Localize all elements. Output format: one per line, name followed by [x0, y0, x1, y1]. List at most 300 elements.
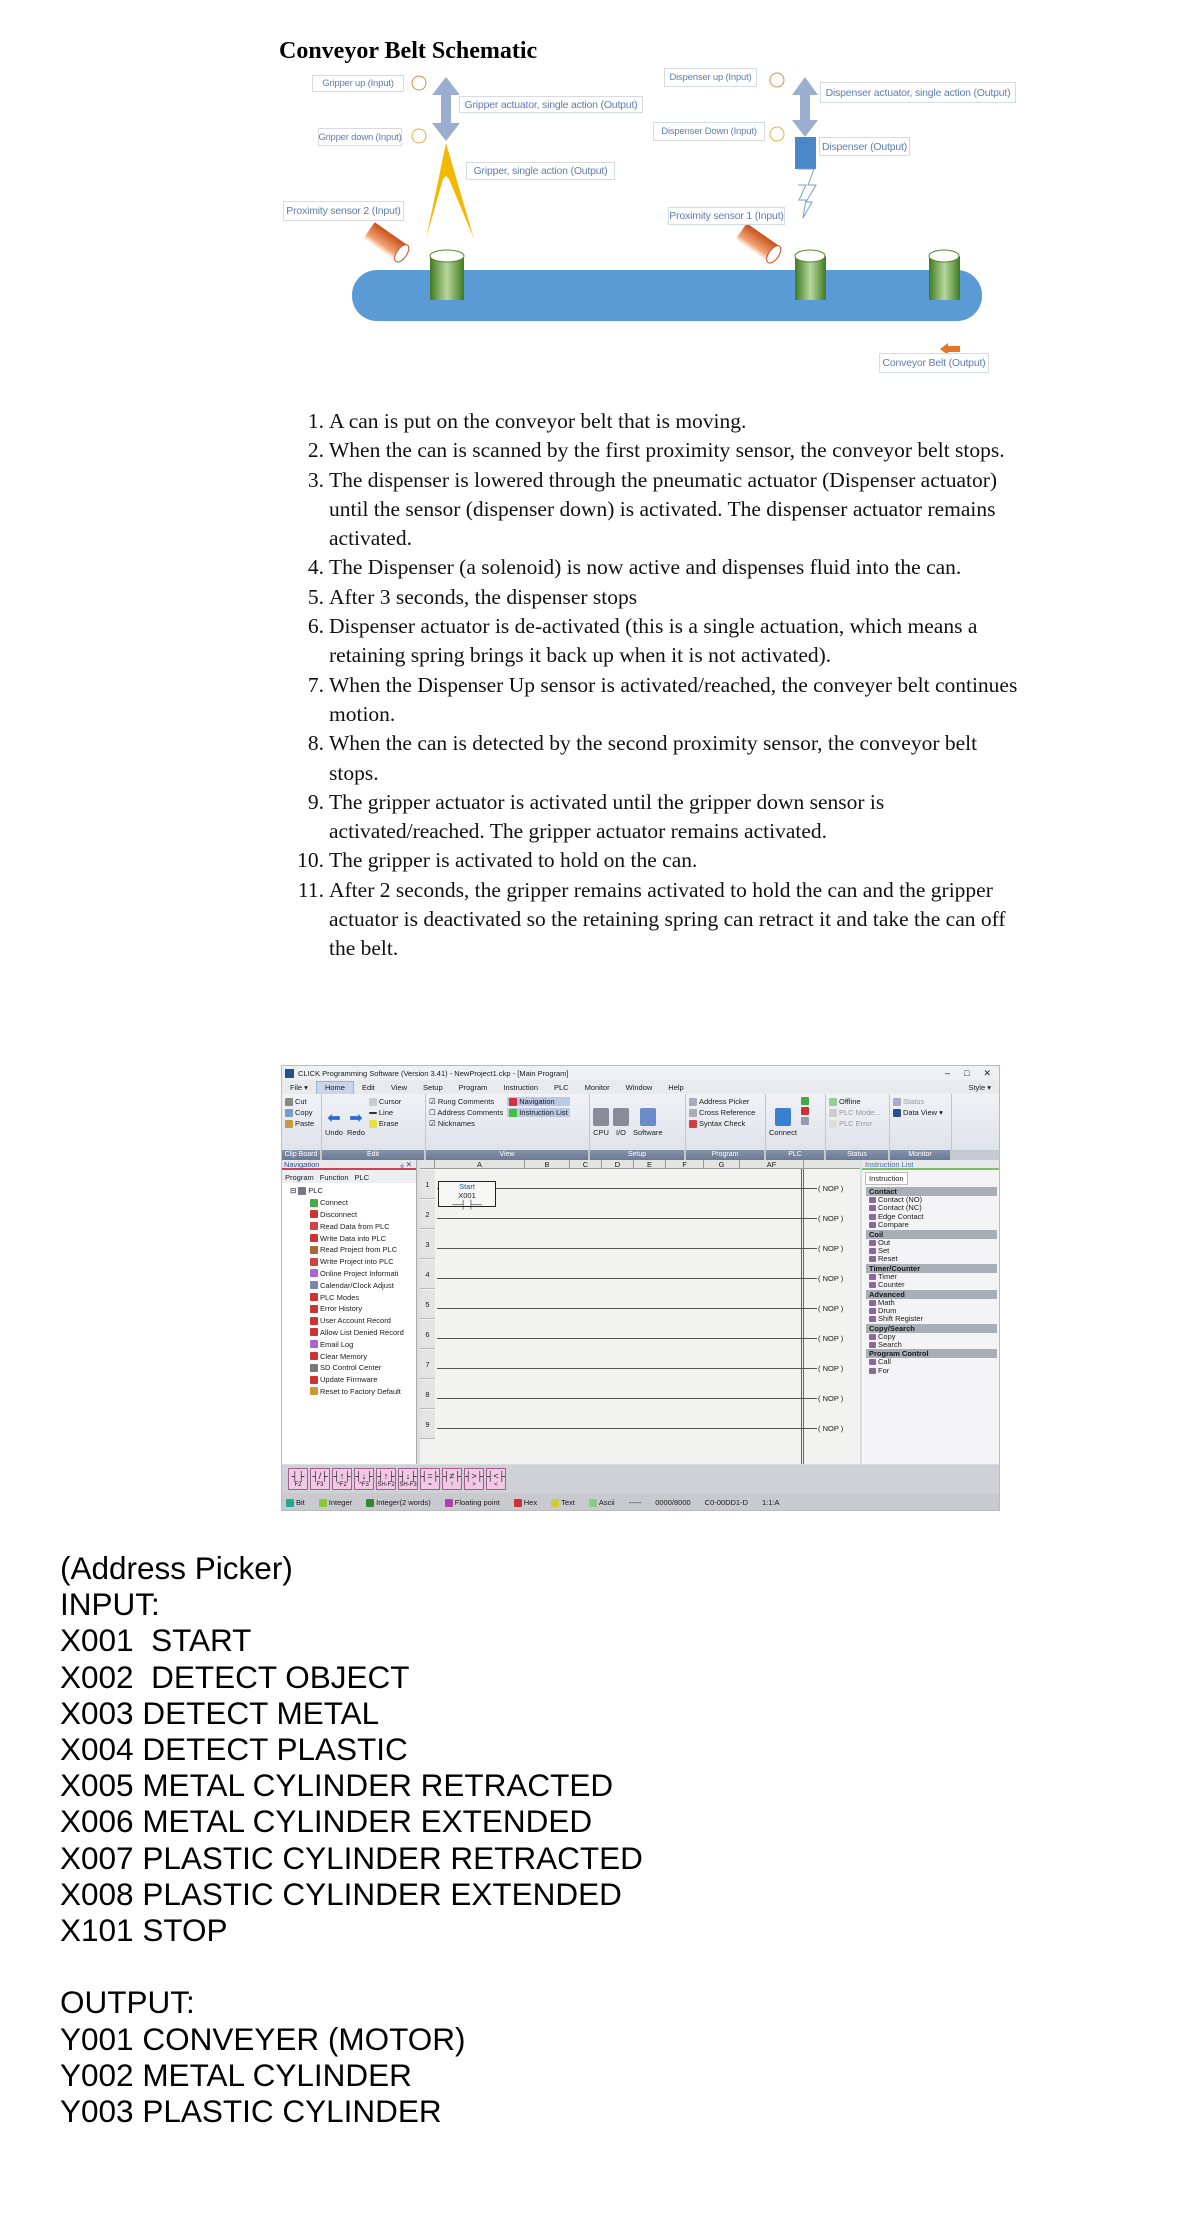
menu-home[interactable]: Home — [316, 1081, 354, 1094]
group-label: View — [426, 1150, 590, 1160]
instruction-section: Coil — [866, 1230, 997, 1239]
column-header: A — [435, 1160, 525, 1168]
contact-symbol-icon: ┤<├ — [487, 1471, 506, 1481]
menu-program[interactable]: Program — [458, 1082, 488, 1092]
rung-wire — [437, 1248, 817, 1249]
tree-item[interactable] — [286, 1279, 412, 1291]
instruction-item[interactable] — [862, 1281, 1000, 1289]
tree-item[interactable] — [286, 1327, 412, 1339]
nop-coil[interactable]: ( NOP ) — [818, 1274, 844, 1283]
cpu-label: CPU — [593, 1128, 609, 1137]
tree-item[interactable] — [286, 1374, 412, 1386]
redo-arrow-icon: ➡ — [349, 1110, 363, 1127]
nop-coil[interactable]: ( NOP ) — [818, 1214, 844, 1223]
column-header-blank — [420, 1160, 435, 1168]
status-item — [705, 1498, 748, 1507]
minimize-button[interactable]: – — [945, 1067, 951, 1078]
cross-reference-icon — [689, 1109, 697, 1117]
tree-item[interactable] — [286, 1220, 412, 1232]
maximize-button[interactable]: □ — [964, 1067, 970, 1078]
rung-number: 8 — [420, 1380, 435, 1409]
contact-symbol-icon: ┤├ — [291, 1471, 305, 1481]
step-number: 8. — [307, 731, 324, 756]
toolbar-button[interactable] — [288, 1468, 308, 1490]
cursor-button[interactable] — [369, 1097, 402, 1106]
cpu-icon — [593, 1108, 609, 1126]
tree-item[interactable] — [286, 1315, 412, 1327]
plc-command-icon — [310, 1364, 318, 1372]
menu-monitor[interactable]: Monitor — [584, 1082, 610, 1092]
data-view-button[interactable] — [893, 1108, 943, 1117]
tree-item-label: Read Data from PLC — [320, 1221, 390, 1231]
toolbar-button[interactable] — [420, 1468, 440, 1490]
plc-icon-1[interactable] — [801, 1097, 809, 1105]
tree-item[interactable] — [286, 1268, 412, 1280]
io-button[interactable] — [613, 1097, 629, 1137]
plc-mode-label: PLC Mode... — [839, 1108, 881, 1118]
toolbar-button[interactable] — [332, 1468, 352, 1490]
rung-wire — [437, 1398, 817, 1399]
io-label: I/O — [615, 1128, 626, 1137]
rung-number: 5 — [420, 1290, 435, 1319]
instruction-icon — [869, 1240, 876, 1246]
status-label: C0-00DD1-D — [704, 1498, 749, 1507]
plc-error-button[interactable] — [829, 1119, 881, 1128]
ladder-rung[interactable] — [420, 1260, 860, 1290]
input-heading: INPUT: — [60, 1586, 160, 1623]
cpu-button[interactable] — [593, 1097, 609, 1137]
plc-icon — [298, 1187, 306, 1195]
undo-label: Undo — [325, 1128, 343, 1137]
copy-icon — [285, 1109, 293, 1117]
nop-coil[interactable]: ( NOP ) — [818, 1304, 844, 1313]
shortcut-key: ^F2 — [337, 1482, 347, 1488]
plc-command-icon — [310, 1269, 318, 1277]
label-dispenser-up: Dispenser up (Input) — [664, 68, 757, 87]
list-item — [297, 876, 1030, 964]
navigation-toggle[interactable] — [507, 1097, 569, 1106]
connect-button[interactable] — [769, 1097, 797, 1137]
paste-label: Paste — [295, 1119, 315, 1129]
status-item — [629, 1498, 642, 1507]
instruction-label: Search — [878, 1340, 902, 1350]
toolbar-button[interactable] — [354, 1468, 374, 1490]
plc-icon-3[interactable] — [801, 1117, 809, 1125]
tree-root-label: PLC — [308, 1186, 323, 1196]
plc-command-icon — [310, 1387, 318, 1395]
instruction-icon — [869, 1359, 876, 1365]
tree-item-label: Error History — [320, 1304, 363, 1314]
cut-button[interactable] — [285, 1097, 314, 1106]
gripper-actuator-arrow — [432, 77, 460, 141]
nop-coil[interactable]: ( NOP ) — [818, 1334, 844, 1343]
data-type-icon — [589, 1499, 597, 1507]
column-header: C — [570, 1160, 602, 1168]
software-button[interactable] — [633, 1097, 663, 1137]
menu-plc[interactable]: PLC — [554, 1082, 569, 1092]
window-title-bar — [282, 1066, 999, 1080]
label-dispenser-actuator: Dispenser actuator, single action (Output) — [820, 82, 1016, 103]
tree-item-label: Clear Memory — [320, 1351, 368, 1361]
nav-tab-function[interactable]: Function — [319, 1173, 349, 1182]
instruction-item[interactable] — [862, 1221, 1000, 1229]
contact-symbol-icon: ┤>├ — [465, 1471, 484, 1481]
shortcut-key: SH-F3 — [399, 1482, 417, 1488]
status-item — [762, 1498, 780, 1507]
nop-coil[interactable]: ( NOP ) — [818, 1424, 844, 1433]
plc-command-icon — [310, 1317, 318, 1325]
input-address: X101 STOP — [60, 1912, 228, 1949]
tree-item-label: Write Project into PLC — [320, 1257, 394, 1267]
tree-item[interactable] — [286, 1338, 412, 1350]
navigation-panel — [282, 1160, 417, 1464]
proximity-sensor-1 — [735, 223, 783, 265]
cursor-icon — [369, 1098, 377, 1106]
input-address: X004 DETECT PLASTIC — [60, 1731, 408, 1768]
group-label: PLC — [766, 1150, 826, 1160]
instruction-icon — [869, 1342, 876, 1348]
contact-nickname: Start — [459, 1182, 475, 1191]
status-icon — [893, 1098, 901, 1106]
nicknames-label: Nicknames — [437, 1119, 475, 1128]
dispenser-up-sensor — [770, 73, 784, 87]
close-button[interactable]: ✕ — [983, 1067, 991, 1078]
status-item — [655, 1498, 690, 1507]
dispenser-block — [795, 137, 816, 169]
instruction-icon — [869, 1300, 876, 1306]
cursor-label: Cursor — [378, 1097, 402, 1106]
column-header: AF — [740, 1160, 804, 1168]
contact-symbol-icon: ┤↓├ — [355, 1471, 373, 1481]
spacer — [60, 1948, 643, 1984]
syntax-check-button[interactable] — [689, 1119, 755, 1128]
step-number: 5. — [307, 584, 324, 609]
instruction-item[interactable] — [862, 1315, 1000, 1323]
plc-command-icon — [310, 1199, 318, 1207]
instruction-label: Out — [878, 1237, 891, 1247]
list-item — [300, 671, 1030, 730]
plc-error-label: PLC Error — [839, 1119, 873, 1129]
menu-window[interactable]: Window — [625, 1082, 653, 1092]
shortcut-key: = — [428, 1482, 432, 1488]
shortcut-key: ^F3 — [359, 1482, 369, 1488]
offline-label: Offline — [839, 1097, 861, 1106]
toolbar-button[interactable] — [442, 1468, 462, 1490]
rung-number: 3 — [420, 1230, 435, 1259]
input-address: X005 METAL CYLINDER RETRACTED — [60, 1767, 614, 1804]
paste-button[interactable] — [285, 1119, 314, 1128]
tree-item[interactable] — [286, 1303, 412, 1315]
cross-reference-button[interactable] — [689, 1108, 755, 1117]
address-picker-button[interactable] — [689, 1097, 755, 1106]
status-label: Ascii — [598, 1497, 615, 1507]
plc-command-icon — [310, 1305, 318, 1313]
ladder-rung[interactable] — [420, 1380, 860, 1410]
instruction-item[interactable] — [862, 1367, 1000, 1375]
instruction-item[interactable] — [862, 1341, 1000, 1349]
instruction-section: Timer/Counter — [866, 1264, 997, 1273]
instruction-list-toggle[interactable] — [507, 1108, 569, 1117]
group-label: Clip Board — [282, 1150, 322, 1160]
instruction-label: For — [878, 1365, 890, 1375]
tree-item[interactable] — [286, 1197, 412, 1209]
tree-item-label: Online Project Informati — [320, 1268, 399, 1278]
contact-symbol-icon: ┤≠├ — [443, 1471, 461, 1481]
rung-wire — [437, 1368, 817, 1369]
step-number: 9. — [307, 789, 324, 814]
label-gripper-down: Gripper down (Input) — [318, 128, 402, 146]
shortcut-key: F2 — [294, 1482, 302, 1488]
instruction-label: Shift Register — [878, 1314, 924, 1324]
instruction-label: Call — [878, 1357, 891, 1367]
menu-file[interactable]: File ▾ — [290, 1082, 308, 1092]
group-label: Edit — [322, 1150, 426, 1160]
rung-wire — [437, 1278, 817, 1279]
step-text: The dispenser is lowered through the pneumatic actuator (Dispenser actuator) until the sensor (dispenser down) is activated. The dispenser actuator remains activated. — [329, 467, 998, 551]
status-item[interactable] — [366, 1498, 431, 1507]
toolbar-button[interactable] — [310, 1468, 330, 1490]
navigation-tabs — [282, 1170, 416, 1183]
tree-item-label: Reset to Factory Default — [320, 1386, 401, 1396]
instruction-icon — [869, 1316, 876, 1322]
tree-item[interactable] — [286, 1386, 412, 1398]
step-number: 1. — [307, 409, 324, 433]
tree-root-plc[interactable]: ⊟ PLC — [290, 1186, 323, 1196]
list-item — [297, 846, 1030, 875]
list-item — [300, 436, 1030, 465]
output-address: Y001 CONVEYER (MOTOR) — [60, 2020, 466, 2057]
redo-button[interactable] — [347, 1097, 365, 1137]
erase-button[interactable] — [369, 1119, 402, 1128]
toolbar-button[interactable] — [376, 1468, 396, 1490]
instruction-section: Copy/Search — [866, 1324, 997, 1333]
instruction-icon — [869, 1274, 876, 1280]
nop-coil[interactable]: ( NOP ) — [818, 1244, 844, 1253]
step-number: 4. — [307, 555, 324, 580]
status-item[interactable] — [286, 1498, 305, 1507]
gripper-jaws — [426, 143, 474, 239]
tree-item[interactable] — [286, 1291, 412, 1303]
rung-comments-label: Rung Comments — [437, 1097, 495, 1106]
shortcut-key: F3 — [316, 1482, 324, 1488]
nav-tab-plc[interactable]: PLC — [354, 1173, 370, 1182]
plc-icon-2[interactable] — [801, 1107, 809, 1115]
line-icon — [369, 1112, 377, 1114]
instruction-icon — [869, 1368, 876, 1374]
label-gripper-actuator: Gripper actuator, single action (Output) — [459, 96, 643, 113]
step-text: When the can is scanned by the first proximity sensor, the conveyor belt stops. — [329, 438, 1005, 463]
ladder-rung[interactable] — [420, 1230, 860, 1260]
nicknames-checkbox[interactable]: ☑ Nicknames — [429, 1119, 475, 1128]
instruction-icon — [869, 1248, 876, 1254]
plc-mode-icon — [829, 1109, 837, 1117]
menu-setup[interactable]: Setup — [423, 1082, 443, 1092]
status-label: Hex — [523, 1497, 538, 1507]
line-button[interactable] — [369, 1108, 402, 1117]
group-plc — [766, 1094, 826, 1150]
step-text: The Dispenser (a solenoid) is now active and dispenses fluid into the can. — [329, 555, 962, 580]
menu-view[interactable]: View — [390, 1082, 408, 1092]
instruction-label: Edge Contact — [878, 1211, 924, 1221]
shortcut-key: ! — [451, 1482, 453, 1488]
tree-item-label: Email Log — [320, 1339, 354, 1349]
step-number: 2. — [307, 438, 324, 463]
status-item[interactable] — [514, 1498, 537, 1507]
tree-item[interactable] — [286, 1350, 412, 1362]
status-label: Text — [561, 1497, 575, 1507]
group-status — [826, 1094, 890, 1150]
proximity-sensor-2 — [363, 222, 411, 264]
group-label: Setup — [590, 1150, 686, 1160]
instruction-section: Advanced — [866, 1290, 997, 1299]
toolbar-button[interactable] — [464, 1468, 484, 1490]
input-address: X007 PLASTIC CYLINDER RETRACTED — [60, 1839, 643, 1876]
data-view-label: Data View ▾ — [903, 1108, 943, 1118]
app-logo-icon — [285, 1069, 294, 1078]
ladder-rung[interactable] — [420, 1320, 860, 1350]
panel-pin-close[interactable]: ᵩ ✕ — [400, 1160, 412, 1169]
instruction-label: Drum — [878, 1305, 897, 1315]
address-picker-icon — [689, 1098, 697, 1106]
plc-command-icon — [310, 1258, 318, 1266]
plc-command-icon — [310, 1352, 318, 1360]
menu-instruction[interactable]: Instruction — [503, 1082, 538, 1092]
monitor-status-button[interactable] — [893, 1097, 943, 1106]
label-gripper: Gripper, single action (Output) — [466, 162, 615, 180]
menu-edit[interactable]: Edit — [361, 1082, 375, 1092]
tree-item-label: PLC Modes — [320, 1292, 360, 1302]
menu-help[interactable]: Help — [668, 1082, 684, 1092]
ladder-rung[interactable] — [420, 1350, 860, 1380]
ladder-rung[interactable] — [420, 1410, 860, 1440]
input-address: X001 START — [60, 1622, 252, 1659]
tree-item-label: Calendar/Clock Adjust — [320, 1280, 394, 1290]
rung-wire — [437, 1218, 817, 1219]
status-bar — [282, 1493, 1000, 1511]
status-label: Integer(2 words) — [376, 1497, 431, 1507]
nop-coil[interactable]: ( NOP ) — [818, 1364, 844, 1373]
ladder-rung[interactable] — [420, 1290, 860, 1320]
instruction-label: Contact (NO) — [878, 1195, 923, 1204]
output-address: Y003 PLASTIC CYLINDER — [60, 2093, 442, 2130]
shortcut-key: > — [472, 1482, 476, 1488]
label-dispenser: Dispenser (Output) — [819, 137, 910, 156]
nav-tab-program[interactable]: Program — [285, 1173, 314, 1182]
status-item[interactable] — [589, 1498, 615, 1507]
instruction-label: Counter — [878, 1280, 905, 1290]
plc-command-icon — [310, 1210, 318, 1218]
plc-mode-button[interactable] — [829, 1108, 881, 1117]
instruction-list-title: Instruction List — [862, 1160, 1000, 1170]
cut-label: Cut — [295, 1097, 307, 1106]
status-item[interactable] — [551, 1498, 575, 1507]
instruction-label: Contact (NC) — [878, 1203, 922, 1213]
step-number: 10. — [297, 848, 324, 873]
window-controls — [945, 1068, 999, 1079]
contact-symbol-icon: ┤=├ — [421, 1471, 440, 1481]
tree-item[interactable] — [286, 1362, 412, 1374]
contact-symbol-icon: ┤/├ — [312, 1471, 328, 1481]
tree-item[interactable] — [286, 1232, 412, 1244]
software-label: Software — [633, 1128, 663, 1137]
tab-instruction[interactable]: Instruction — [865, 1172, 908, 1185]
label-proximity-sensor-1: Proximity sensor 1 (Input) — [668, 207, 785, 225]
step-text: The gripper is activated to hold on the can. — [329, 848, 698, 873]
status-label: Bit — [296, 1497, 305, 1507]
rung-wire — [437, 1428, 817, 1429]
status-item[interactable] — [445, 1498, 500, 1507]
output-heading: OUTPUT: — [60, 1984, 195, 2021]
instruction-list-icon — [509, 1109, 517, 1117]
conveyor-schematic-drawing — [0, 0, 1196, 400]
tree-item-label: Allow List Denied Record — [320, 1327, 404, 1337]
nop-coil[interactable]: ( NOP ) — [818, 1394, 844, 1403]
step-number: 3. — [307, 467, 324, 492]
ribbon — [282, 1094, 999, 1150]
can-2 — [795, 250, 826, 300]
plc-command-icon — [310, 1246, 318, 1254]
instruction-item[interactable] — [862, 1255, 1000, 1263]
input-address: X002 DETECT OBJECT — [60, 1658, 410, 1695]
normally-open-contact-icon: —┤ ├— — [452, 1200, 482, 1209]
style-menu[interactable]: Style ▾ — [968, 1082, 991, 1092]
rung-comments-checkbox[interactable]: ☑ Rung Comments — [429, 1097, 495, 1106]
group-program — [686, 1094, 766, 1150]
ladder-rung[interactable] — [420, 1170, 860, 1209]
instruction-icon — [869, 1197, 876, 1203]
nop-coil[interactable]: ( NOP ) — [818, 1184, 844, 1193]
tree-item[interactable] — [286, 1256, 412, 1268]
status-item[interactable] — [319, 1498, 352, 1507]
rung-number: 1 — [420, 1170, 435, 1199]
group-label: Status — [826, 1150, 890, 1160]
ribbon-group-labels — [282, 1150, 999, 1160]
toolbar-button[interactable] — [398, 1468, 418, 1490]
scissors-icon — [285, 1098, 293, 1106]
label-dispenser-down: Dispenser Down (Input) — [653, 122, 765, 141]
group-label: Monitor — [890, 1150, 952, 1160]
toolbar-button[interactable] — [486, 1468, 506, 1490]
ladder-column-headers — [420, 1160, 860, 1169]
plc-tree — [282, 1183, 416, 1399]
can-1 — [430, 250, 464, 300]
column-header: D — [602, 1160, 634, 1168]
group-setup — [590, 1094, 686, 1150]
instruction-section: Contact — [866, 1187, 997, 1196]
click-software-screenshot — [281, 1065, 1000, 1511]
paste-icon — [285, 1120, 293, 1128]
contact-toolbar — [282, 1465, 1000, 1493]
gripper-down-sensor — [412, 129, 426, 143]
rung-number: 4 — [420, 1260, 435, 1289]
instruction-label: Copy — [878, 1331, 896, 1341]
instruction-list-label: Instruction List — [519, 1108, 568, 1118]
undo-button[interactable] — [325, 1097, 343, 1137]
plc-error-icon — [829, 1120, 837, 1128]
navigation-label: Navigation — [519, 1097, 555, 1106]
address-picker-list — [60, 1550, 643, 2129]
navigation-icon — [509, 1098, 517, 1106]
ladder-rung[interactable] — [420, 1200, 860, 1230]
instruction-icon — [869, 1256, 876, 1262]
tree-item[interactable] — [286, 1244, 412, 1256]
tree-item[interactable] — [286, 1209, 412, 1221]
copy-button[interactable] — [285, 1108, 314, 1117]
address-comments-checkbox[interactable]: ☐ Address Comments — [429, 1108, 504, 1117]
list-item — [300, 553, 1030, 582]
input-address: X008 PLASTIC CYLINDER EXTENDED — [60, 1875, 622, 1912]
instruction-label: Math — [878, 1297, 895, 1307]
